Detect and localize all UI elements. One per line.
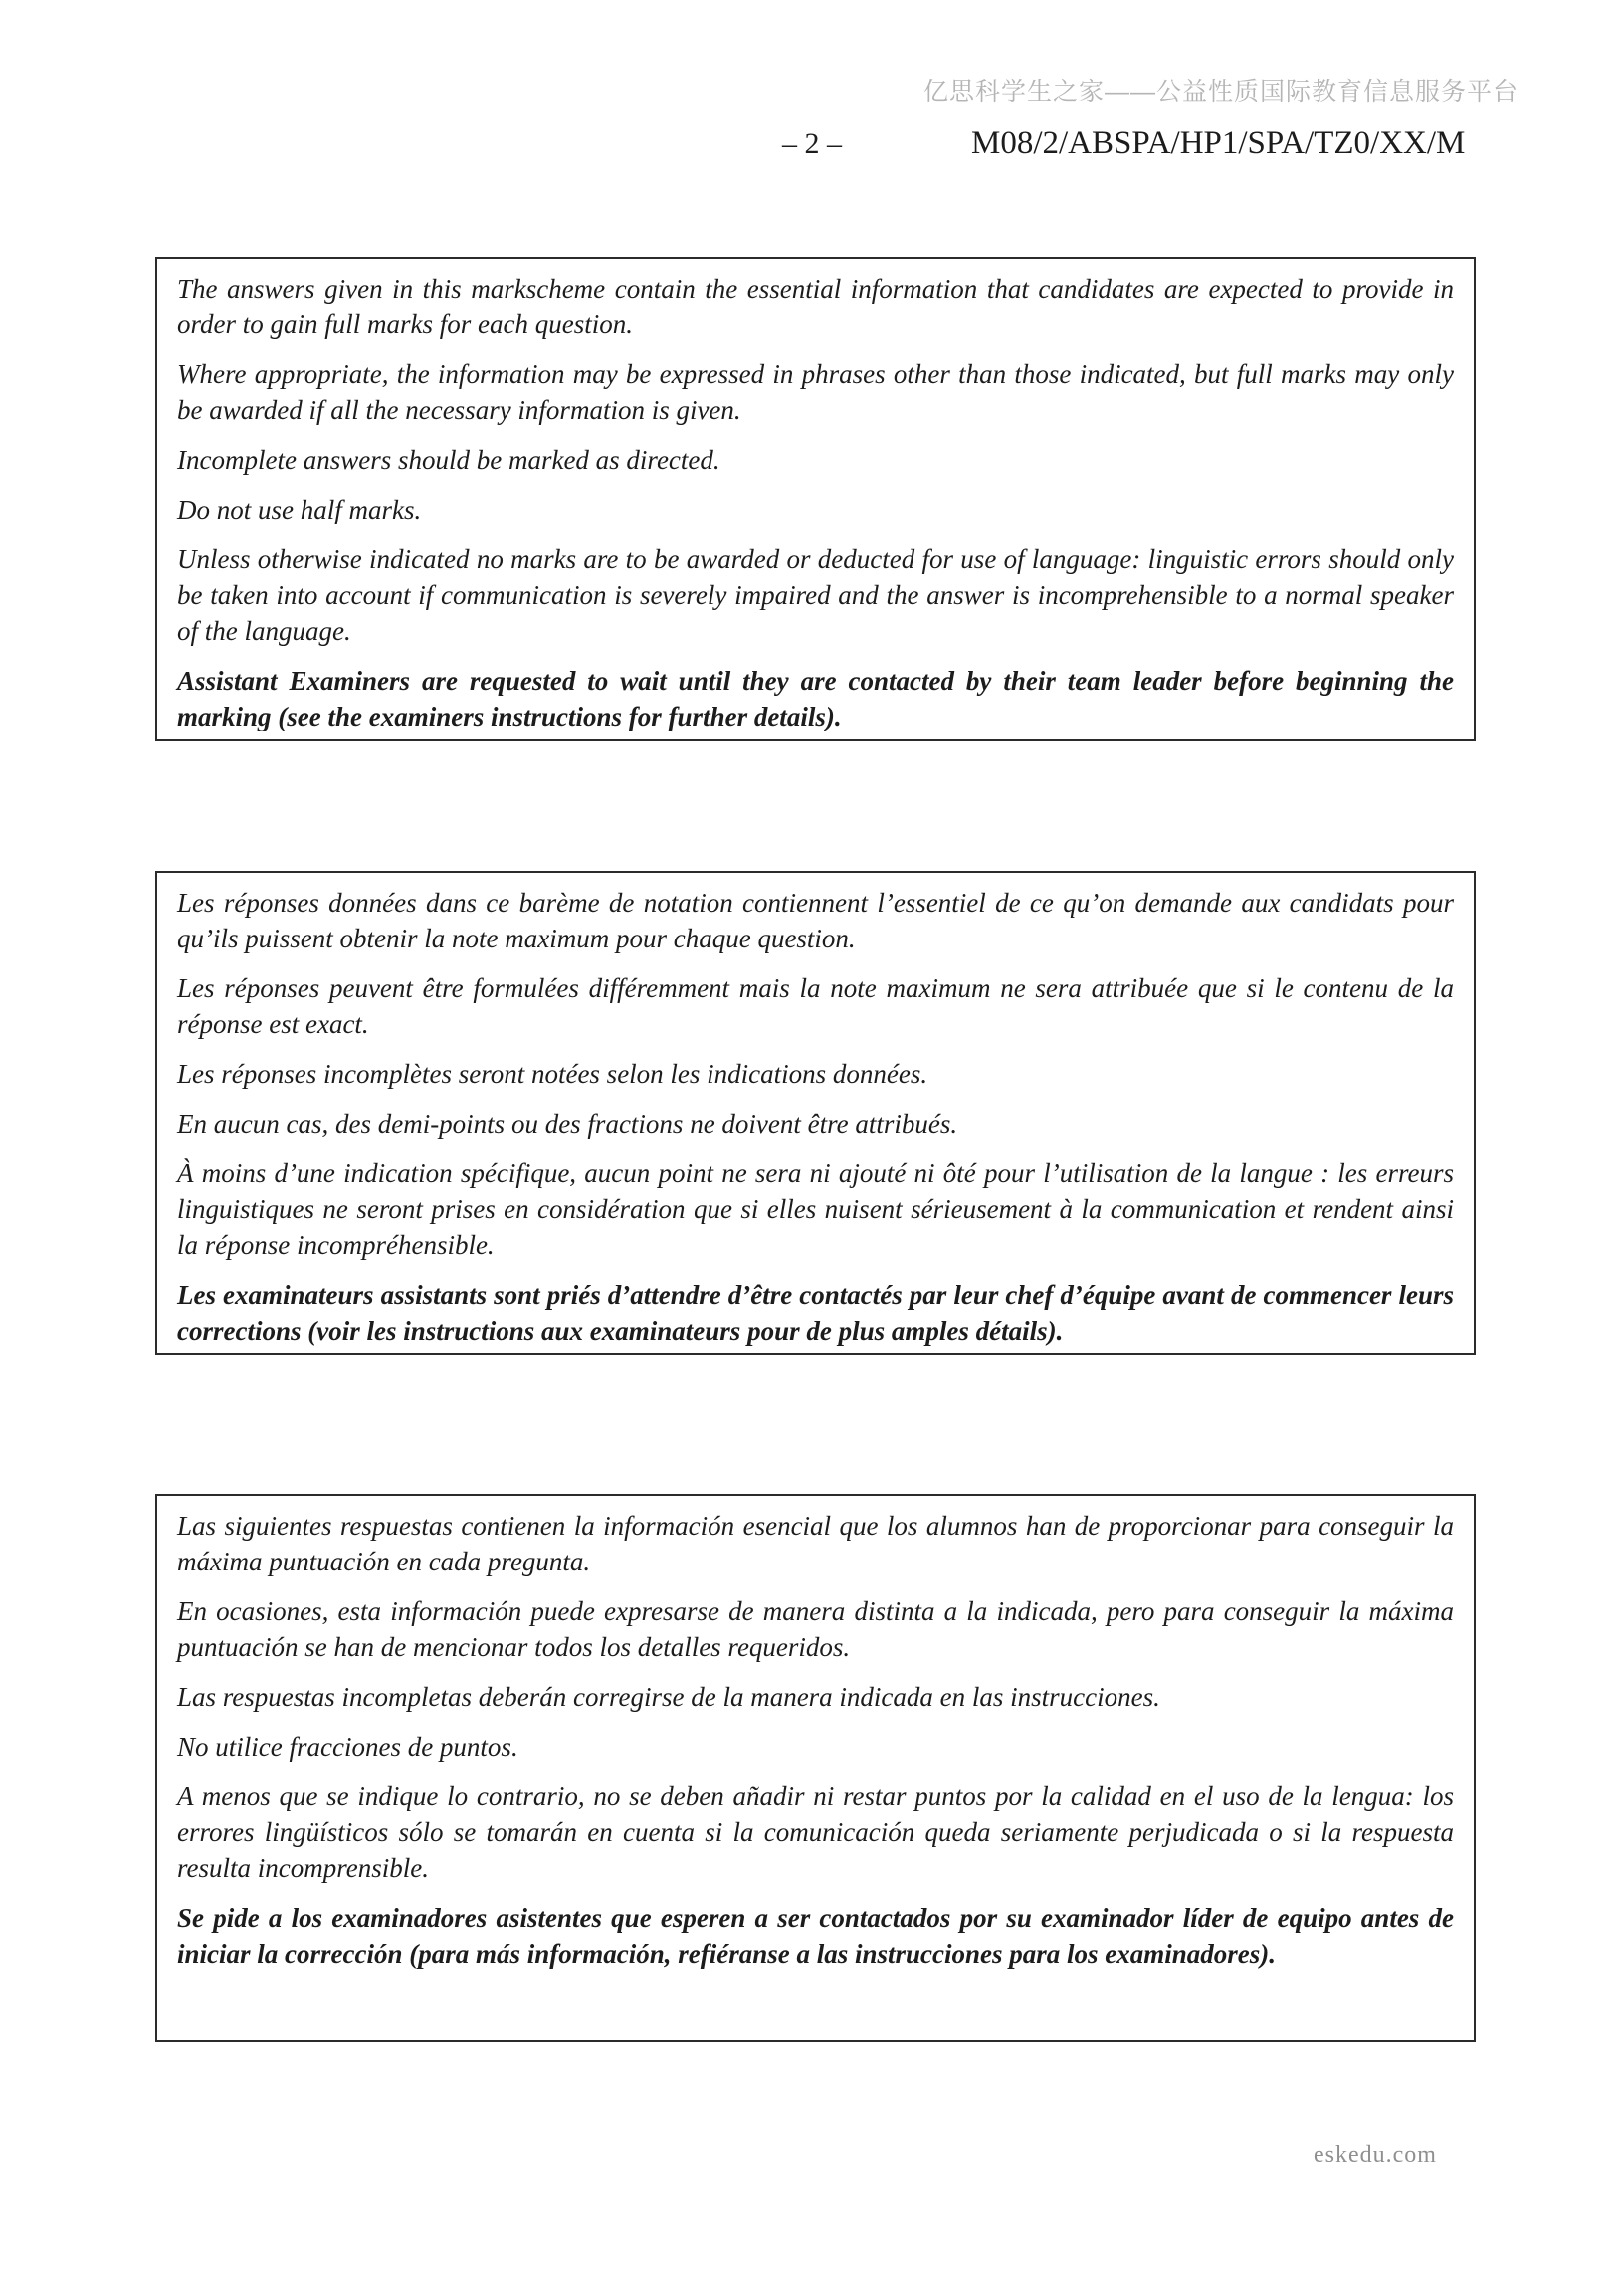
paper-code: M08/2/ABSPA/HP1/SPA/TZ0/XX/M bbox=[971, 125, 1466, 161]
paragraph: En aucun cas, des demi-points ou des fractions ne doivent être attribués. bbox=[177, 1109, 958, 1139]
paragraph: Incomplete answers should be marked as directed. bbox=[177, 445, 720, 475]
paragraph: À moins d’une indication spécifique, aucun point ne sera ni ajouté ni ôté pour l’utilisation de la langue : les erreurs linguistiques ne seront prises en considération que si elles nuisent sérieusement à la communication et rendent ainsi la réponse incompréhensible. bbox=[177, 1158, 1454, 1260]
paragraph: Les réponses peuvent être formulées différemment mais la note maximum ne sera attribuée que si le contenu de la réponse est exact. bbox=[177, 973, 1454, 1039]
paragraph: The answers given in this markscheme contain the essential information that candidates are expected to provide in order to gain full marks for each question. bbox=[177, 274, 1454, 339]
paragraph: Las siguientes respuestas contienen la información esencial que los alumnos han de proporcionar para conseguir la máxima puntuación en cada pregunta. bbox=[177, 1511, 1454, 1576]
watermark-text: 亿思科学生之家——公益性质国际教育信息服务平台 bbox=[923, 78, 1520, 105]
paragraph: No utilice fracciones de puntos. bbox=[177, 1732, 518, 1762]
paragraph: Las respuestas incompletas deberán corregirse de la manera indicada en las instrucciones. bbox=[177, 1682, 1160, 1712]
paragraph-bold: Les examinateurs assistants sont priés d’attendre d’être contactés par leur chef d’équipe avant de commencer leurs corrections (voir les instructions aux examinateurs pour de plus amples détails). bbox=[177, 1280, 1454, 1346]
notes-box-english bbox=[155, 257, 1476, 741]
page-header bbox=[0, 125, 1623, 165]
notes-box-french bbox=[155, 871, 1476, 1355]
paragraph-bold: Assistant Examiners are requested to wait until they are contacted by their team leader before beginning the marking (see the examiners instructions for further details). bbox=[177, 666, 1454, 731]
paragraph: Where appropriate, the information may be expressed in phrases other than those indicated, but full marks may only be awarded if all the necessary information is given. bbox=[177, 359, 1454, 425]
paragraph: Unless otherwise indicated no marks are to be awarded or deducted for use of language: linguistic errors should only be taken into account if communication is severely impaired and the answer is incomprehensible to a normal speaker of the language. bbox=[177, 544, 1454, 646]
footer-site-text: eskedu.com bbox=[1314, 2142, 1437, 2168]
paragraph: Do not use half marks. bbox=[177, 495, 422, 524]
page-number: – 2 – bbox=[782, 127, 842, 160]
notes-box-spanish bbox=[155, 1494, 1476, 2042]
paragraph: En ocasiones, esta información puede expresarse de manera distinta a la indicada, pero para conseguir la máxima puntuación se han de mencionar todos los detalles requeridos. bbox=[177, 1596, 1454, 1662]
paragraph-bold: Se pide a los examinadores asistentes que esperen a ser contactados por su examinador líder de equipo antes de iniciar la corrección (para más información, refiéranse a las instrucciones para los examinadores). bbox=[177, 1903, 1454, 1969]
paragraph: Les réponses données dans ce barème de notation contiennent l’essentiel de ce qu’on demande aux candidats pour qu’ils puissent obtenir la note maximum pour chaque question. bbox=[177, 888, 1454, 953]
paragraph: A menos que se indique lo contrario, no se deben añadir ni restar puntos por la calidad en el uso de la lengua: los errores lingüísticos sólo se tomarán en cuenta si la comunicación queda seriamente perjudicada o si la respuesta resulta incomprensible. bbox=[177, 1781, 1454, 1883]
paragraph: Les réponses incomplètes seront notées selon les indications données. bbox=[177, 1059, 928, 1089]
